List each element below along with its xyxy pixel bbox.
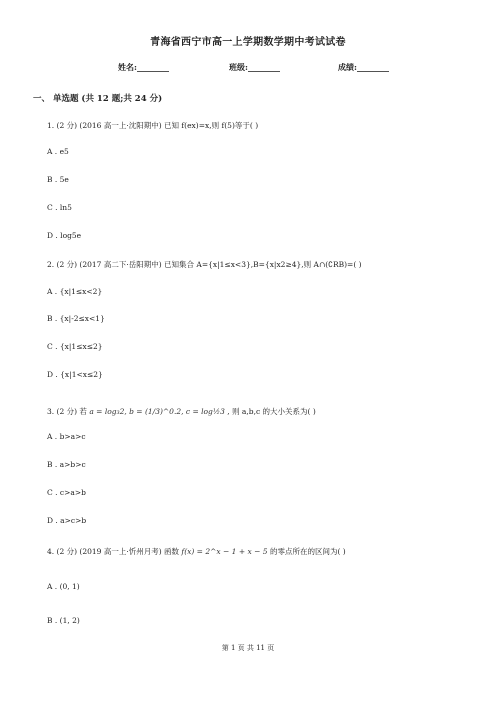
question-4-option-b: B . (1, 2): [47, 616, 80, 625]
question-1-option-a: A . e5: [47, 147, 69, 156]
name-field-label: 姓名:________: [118, 62, 169, 72]
class-field-label: 班级:________: [229, 62, 280, 72]
question-3-option-c: C . c>a>b: [47, 488, 86, 497]
question-3-stem: [47, 406, 316, 417]
page-title: 青海省西宁市高一上学期数学期中考试试卷: [150, 37, 346, 48]
question-4-stem: [47, 546, 346, 557]
question-1-option-d: D . log5e: [47, 231, 82, 240]
question-2-option-c: C . {x|1≤x≤2}: [47, 342, 103, 351]
question-3-option-a: A . b>a>c: [47, 432, 86, 441]
question-4-prefix: 4. (2 分) (2019 高一上·忻州月考) 函数: [47, 547, 180, 556]
question-1-option-c: C . ln5: [47, 203, 72, 212]
score-field-label: 成绩:________: [338, 62, 389, 72]
question-3-formula: a = log₃2, b = (1/3)^0.2, c = log½3: [89, 407, 225, 416]
question-3-prefix: 3. (2 分) 若: [47, 407, 87, 416]
question-1-option-b: B . 5e: [47, 175, 69, 184]
question-2-option-d: D . {x|1<x≤2}: [47, 370, 103, 379]
question-3-option-d: D . a>c>b: [47, 516, 87, 525]
question-4-suffix: 的零点所在的区间为( ): [269, 547, 346, 556]
question-1-stem: 1. (2 分) (2016 高一上·沈阳期中) 已知 f(ex)=x,则 f(5)等于( ): [47, 121, 259, 130]
question-2-stem: 2. (2 分) (2017 高二下·岳阳期中) 已知集合 A={x|1≤x<3},B={x|x2≥4},则 A∩(∁RB)=( ): [47, 260, 362, 269]
question-2-option-b: B . {x|-2≤x<1}: [47, 314, 105, 323]
question-3-option-b: B . a>b>c: [47, 460, 86, 469]
question-3-suffix: , 则 a,b,c 的大小关系为( ): [227, 407, 316, 416]
question-4-option-a: A . (0, 1): [47, 582, 80, 591]
question-4-formula: f(x) = 2^x − 1 + x − 5: [181, 547, 268, 556]
section-heading: 一、 单选题 (共 12 题;共 24 分): [33, 94, 163, 104]
page-footer: 第 1 页 共 11 页: [221, 644, 275, 652]
question-2-option-a: A . {x|1≤x<2}: [47, 287, 103, 296]
